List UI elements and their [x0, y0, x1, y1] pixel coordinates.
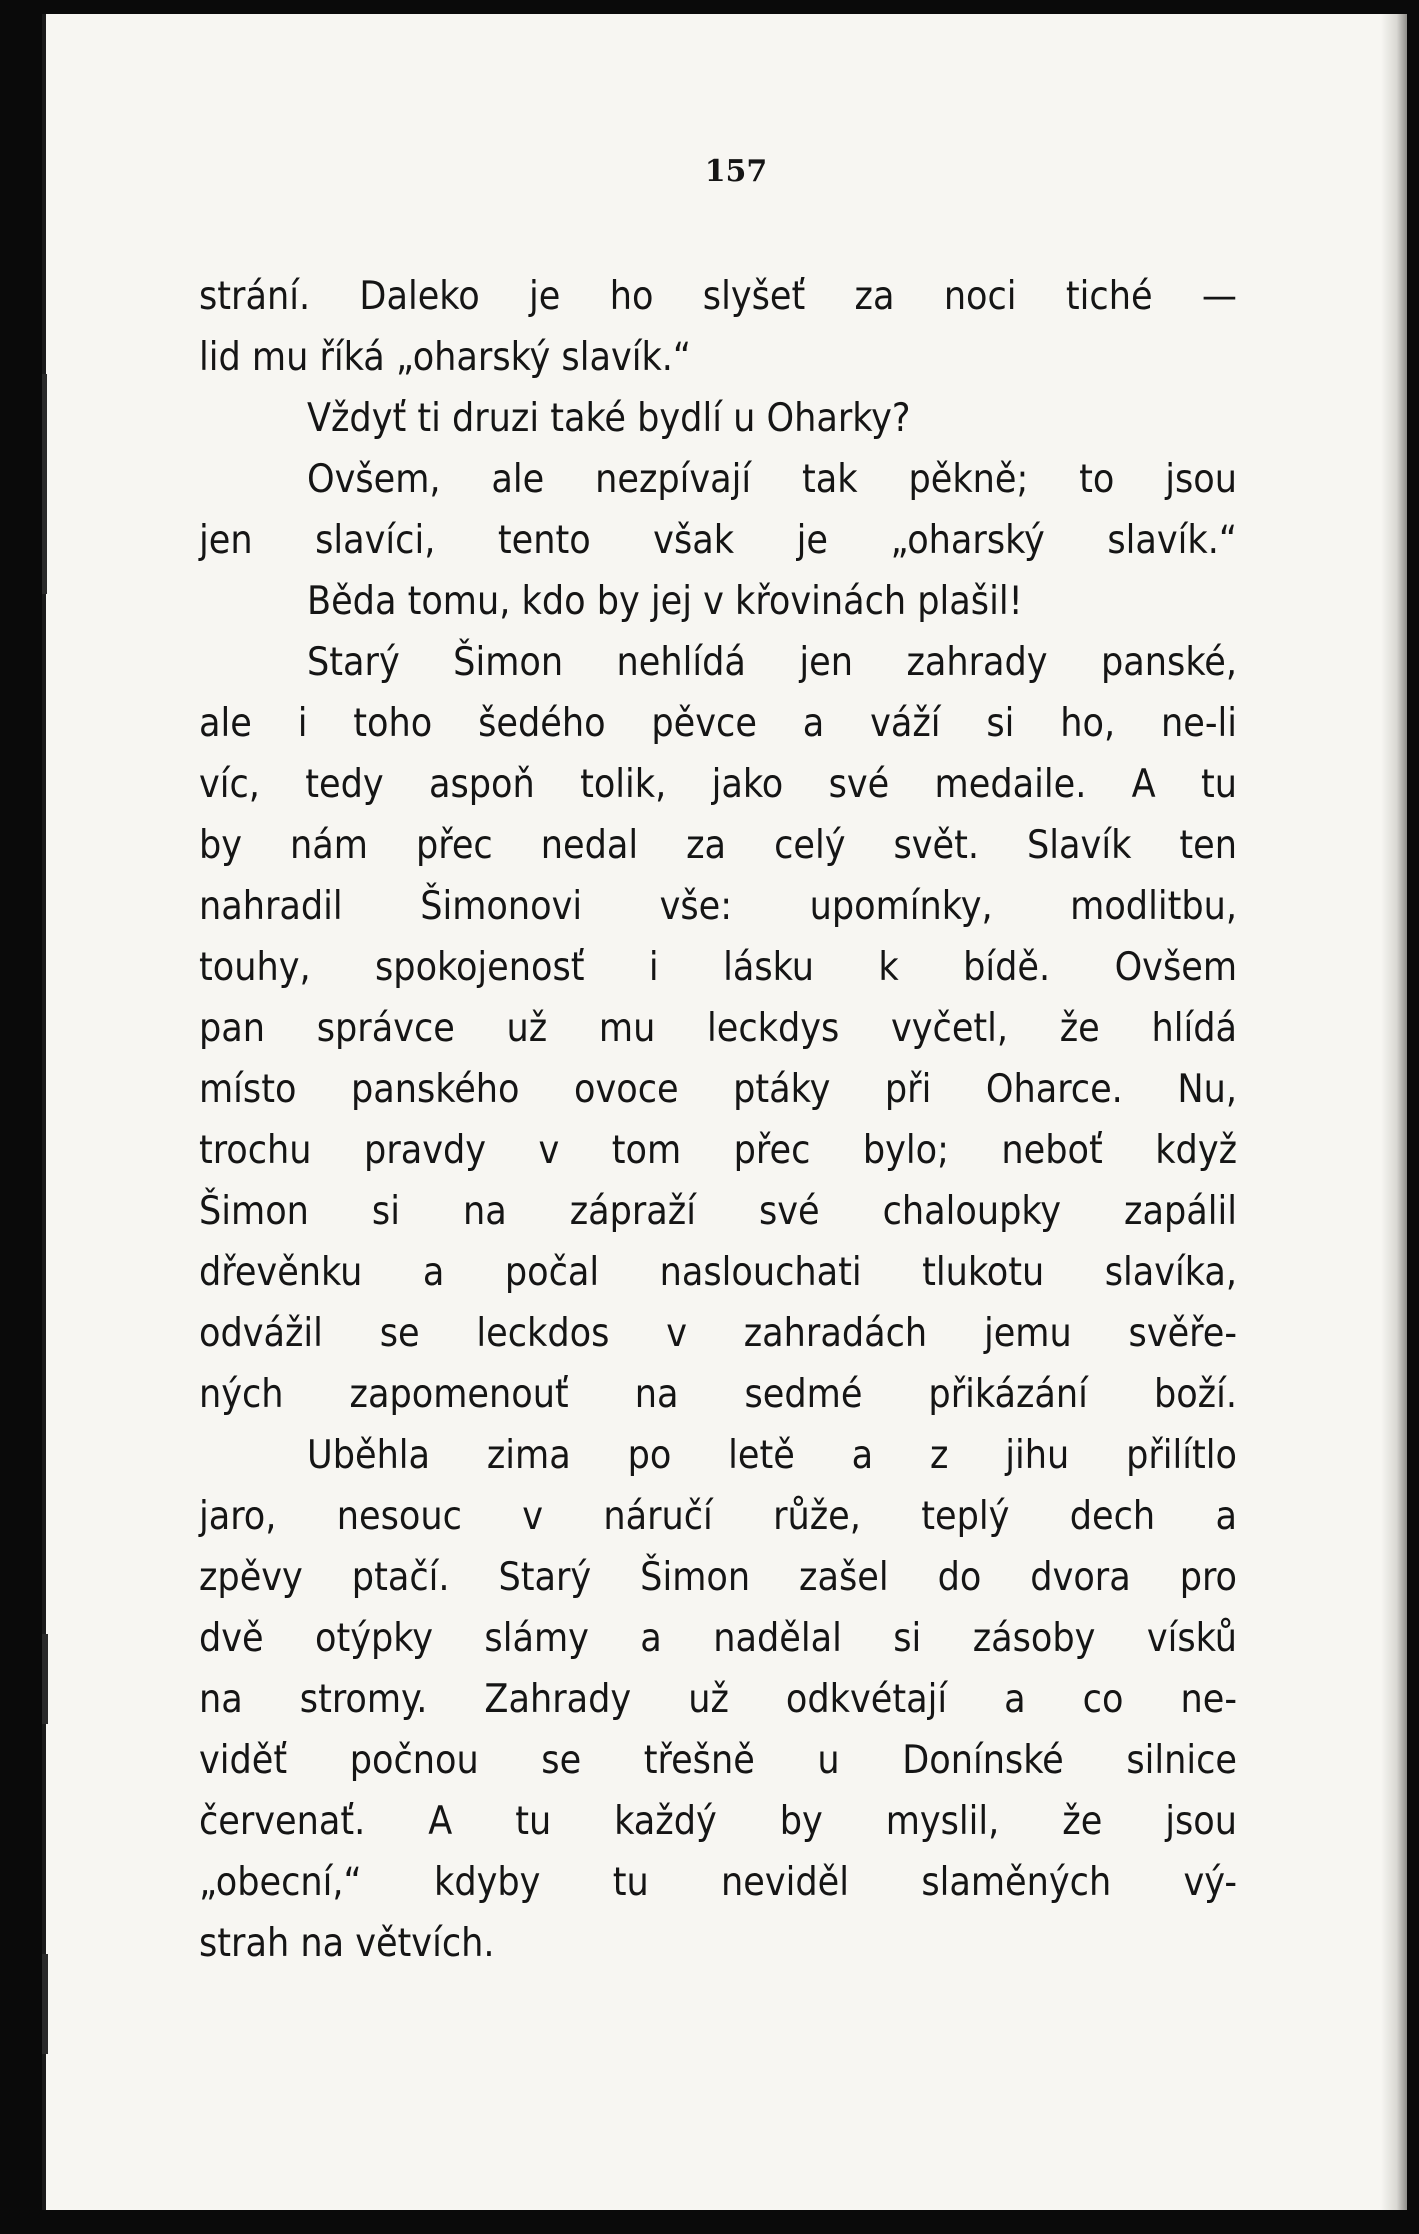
text-line: trochu pravdy v tom přec bylo; neboť když: [199, 1128, 1237, 1173]
text-line: nahradil Šimonovi vše: upomínky, modlitbu,: [199, 884, 1237, 929]
book-page: [42, 14, 1407, 2210]
text-line: Uběhla zima po letě a z jihu přilítlo: [307, 1433, 1237, 1478]
text-line: viděť počnou se třešně u Donínské silnice: [199, 1738, 1237, 1783]
text-line: jaro, nesouc v náručí růže, teplý dech a: [199, 1494, 1237, 1539]
text-line: ných zapomenouť na sedmé přikázání boží.: [199, 1372, 1237, 1417]
text-line: touhy, spokojenosť i lásku k bídě. Ovšem: [199, 945, 1237, 990]
body-text: [199, 266, 1237, 1974]
text-line: lid mu říká „oharský slavík.“: [199, 335, 692, 380]
page-edge-shadow: [1381, 14, 1407, 2210]
text-line: Vždyť ti druzi také bydlí u Oharky?: [307, 396, 911, 441]
text-line: jen slavíci, tento však je „oharský slavík.“: [199, 518, 1237, 563]
text-line: Běda tomu, kdo by jej v křovinách plašil!: [307, 579, 1023, 624]
text-line: Starý Šimon nehlídá jen zahrady panské,: [307, 640, 1237, 685]
text-line: strání. Daleko je ho slyšeť za noci tiché —: [199, 274, 1237, 319]
text-line: dřevěnku a počal naslouchati tlukotu slavíka,: [199, 1250, 1237, 1295]
text-line: ale i toho šedého pěvce a váží si ho, ne-li: [199, 701, 1237, 746]
text-line: odvážil se leckdos v zahradách jemu svěře-: [199, 1311, 1237, 1356]
text-line: Šimon si na zápraží své chaloupky zapálil: [199, 1189, 1237, 1234]
text-line: pan správce už mu leckdys vyčetl, že hlídá: [199, 1006, 1237, 1051]
text-line: zpěvy ptačí. Starý Šimon zašel do dvora pro: [199, 1555, 1237, 1600]
text-line: Ovšem, ale nezpívají tak pěkně; to jsou: [307, 457, 1237, 502]
text-line: místo panského ovoce ptáky při Oharce. Nu,: [199, 1067, 1237, 1112]
text-line: by nám přec nedal za celý svět. Slavík ten: [199, 823, 1237, 868]
page-number: 157: [704, 154, 768, 189]
text-line: dvě otýpky slámy a nadělal si zásoby vísků: [199, 1616, 1237, 1661]
text-line: na stromy. Zahrady už odkvétají a co ne-: [199, 1677, 1237, 1722]
text-line: červenať. A tu každý by myslil, že jsou: [199, 1799, 1237, 1844]
margin-mark: [42, 374, 47, 594]
text-line: „obecní,“ kdyby tu neviděl slaměných vý-: [199, 1860, 1237, 1905]
text-line: víc, tedy aspoň tolik, jako své medaile. A tu: [199, 762, 1237, 807]
margin-mark: [42, 1634, 48, 1724]
text-line: strah na větvích.: [199, 1921, 495, 1966]
margin-mark: [42, 1954, 48, 2054]
